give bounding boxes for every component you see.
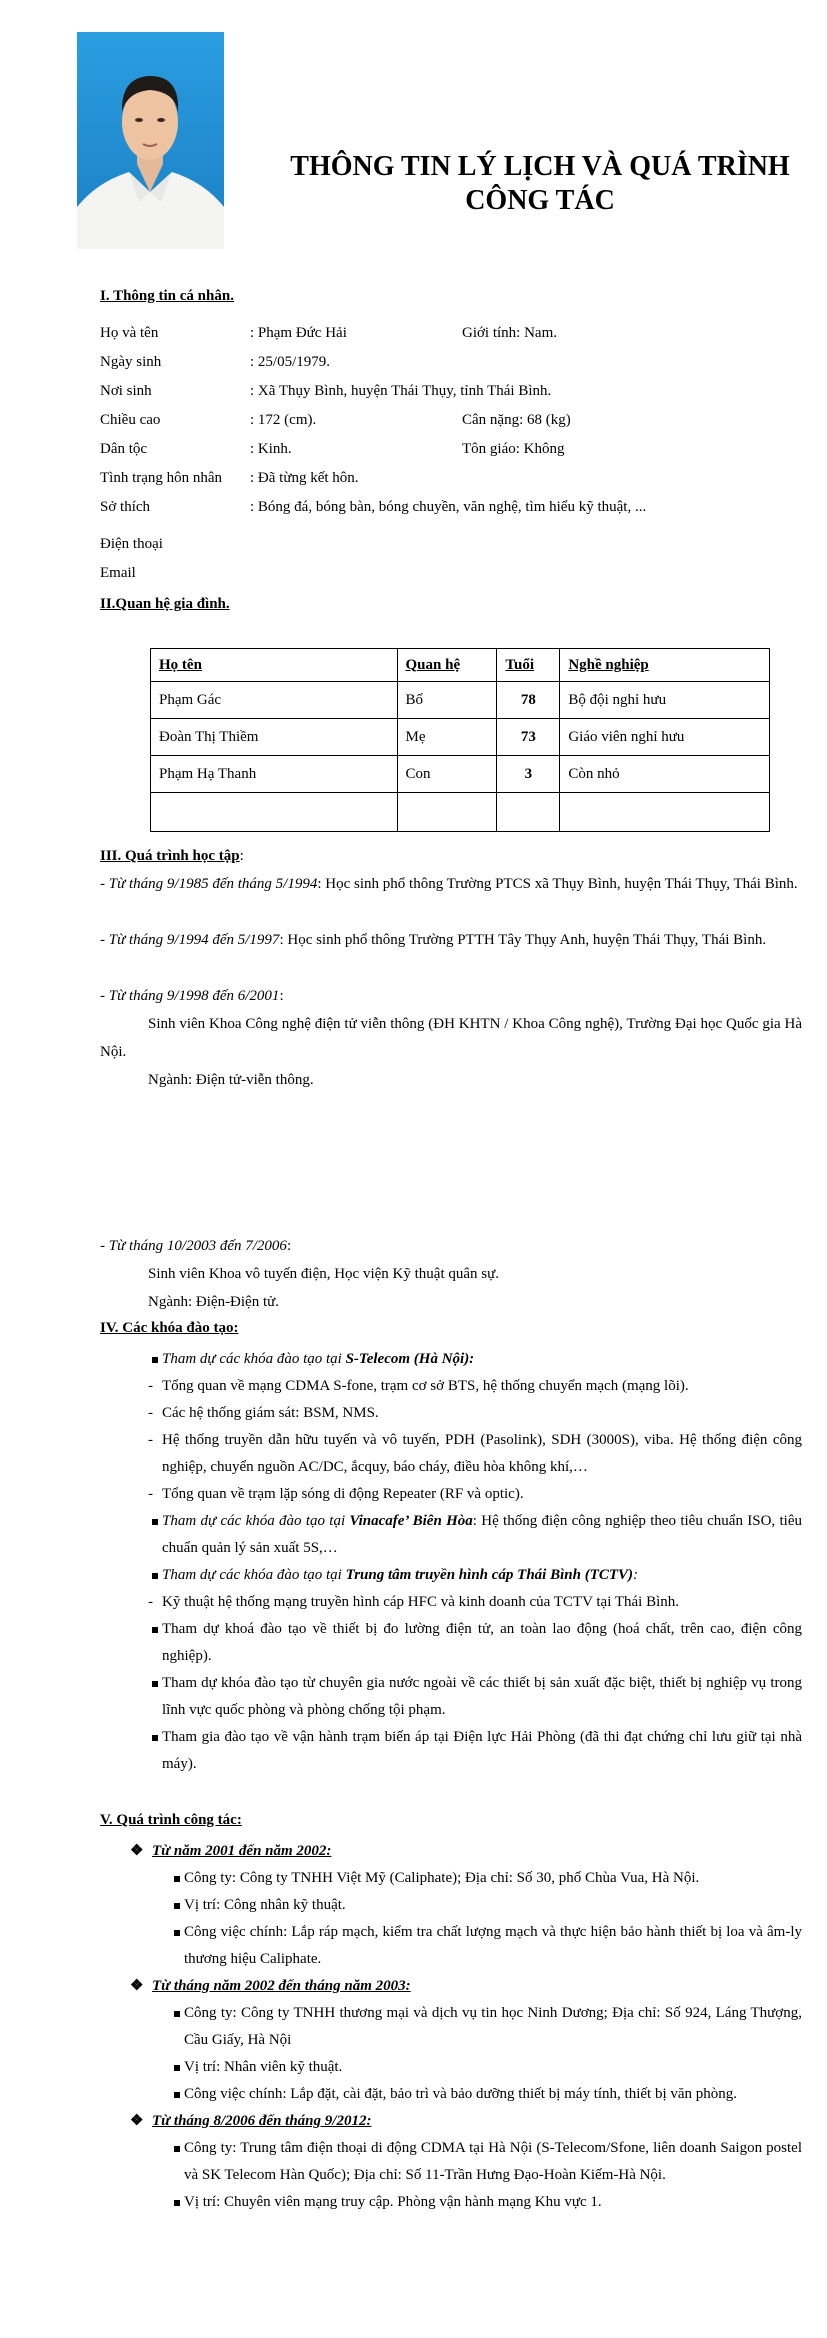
section-personal-heading: I. Thông tin cá nhân. — [100, 288, 234, 304]
work-company: Công ty: Công ty TNHH thương mại và dịch vụ tin học Ninh Dương; Địa chỉ: Số 924, Láng Thượng, Cầu Giấy, Hà Nội — [184, 2005, 802, 2048]
table-cell — [560, 793, 770, 832]
field-value: : Phạm Đức Hải — [250, 325, 347, 341]
square-bullet-icon — [174, 2092, 180, 2098]
square-bullet-icon — [152, 1357, 158, 1363]
diamond-bullet-icon: ❖ — [130, 1843, 144, 1859]
table-cell: Còn nhỏ — [560, 756, 770, 793]
training-text: Tham dự khoá đào tạo về thiết bị đo lường điện tử, an toàn lao động (hoá chất, trên cao, điện công nghiệp). — [162, 1621, 802, 1664]
section-work-heading: V. Quá trình công tác: — [100, 1812, 242, 1828]
table-row — [151, 682, 770, 719]
title-line-1: THÔNG TIN LÝ LỊCH VÀ QUÁ TRÌNH — [290, 151, 790, 182]
column-header: Quan hệ — [397, 649, 497, 682]
dash-bullet-icon: - — [148, 1432, 153, 1448]
education-text: Sinh viên Khoa Công nghệ điện tử viễn thông (ĐH KHTN / Khoa Công nghệ), Trường Đại học Quốc gia Hà Nội. — [100, 1016, 802, 1060]
column-header: Họ tên — [151, 649, 398, 682]
education-colon: : — [279, 988, 284, 1004]
training-detail-text: Tổng quan về mạng CDMA S-fone, trạm cơ sở BTS, hệ thống chuyển mạch (mạng lõi). — [162, 1378, 689, 1394]
education-text: : Học sinh phổ thông Trường PTTH Tây Thụy Anh, huyện Thái Thụy, Thái Bình. — [279, 932, 767, 948]
education-entry-1 — [100, 870, 802, 898]
table-row — [151, 793, 770, 832]
work-position: Vị trí: Chuyên viên mạng truy cập. Phòng vận hành mạng Khu vực 1. — [184, 2194, 602, 2210]
work-position: Vị trí: Nhân viên kỹ thuật. — [184, 2059, 343, 2075]
training-intro: Tham dự các khóa đào tạo tại — [162, 1513, 350, 1529]
work-detail — [100, 2081, 802, 2108]
section-family-heading: II.Quan hệ gia đình. — [100, 596, 230, 612]
training-org: S-Telecom (Hà Nội): — [345, 1351, 475, 1367]
work-detail — [100, 2000, 802, 2054]
work-position: Vị trí: Công nhân kỹ thuật. — [184, 1897, 346, 1913]
field-weight: Cân nặng: 68 (kg) — [462, 412, 571, 428]
training-item — [100, 1616, 802, 1670]
table-cell: Con — [397, 756, 497, 793]
training-detail — [100, 1373, 802, 1400]
work-duties: Công việc chính: Lắp ráp mạch, kiểm tra chất lượng mạch và thực hiện bảo hành thiết bị loa và âm-ly thương hiệu Caliphate. — [184, 1924, 802, 1967]
training-org: Vinacafe’ Biên Hòa — [349, 1513, 473, 1529]
training-item — [100, 1562, 802, 1589]
section-training-heading: IV. Các khóa đào tạo: — [100, 1320, 239, 1336]
square-bullet-icon — [174, 2011, 180, 2017]
education-period: - Từ tháng 10/2003 đến 7/2006 — [100, 1238, 287, 1254]
education-period: - Từ tháng 9/1985 đến tháng 5/1994 — [100, 876, 318, 892]
work-detail — [100, 2189, 802, 2216]
field-value: : Đã từng kết hôn. — [250, 470, 359, 486]
training-list — [100, 1346, 802, 1778]
work-duties: Công việc chính: Lắp đặt, cài đặt, bảo trì và bảo dưỡng thiết bị máy tính, thiết bị văn phòng. — [184, 2086, 738, 2102]
field-label: Tình trạng hôn nhân — [100, 470, 223, 486]
field-value: : 25/05/1979. — [250, 354, 331, 370]
table-cell: Phạm Hạ Thanh — [151, 756, 398, 793]
table-cell: Phạm Gác — [151, 682, 398, 719]
education-heading-line — [100, 842, 802, 870]
field-label: Chiều cao — [100, 412, 161, 428]
training-detail-text: Tổng quan về trạm lặp sóng di động Repeater (RF và optic). — [162, 1486, 524, 1502]
table-cell — [151, 793, 398, 832]
family-table — [150, 648, 770, 832]
education-entry-3 — [100, 982, 802, 1010]
field-label: Email — [100, 565, 136, 581]
diamond-bullet-icon: ❖ — [130, 1978, 144, 1994]
training-text: : Hệ thống điện công nghiệp theo tiêu chuẩn ISO, tiêu chuẩn quản lý sản xuất 5S,… — [162, 1513, 802, 1556]
training-org: Trung tâm truyền hình cáp Thái Bình (TCTV) — [345, 1567, 634, 1583]
work-detail — [100, 2135, 802, 2189]
training-detail — [100, 1589, 802, 1616]
portrait-image — [77, 32, 224, 249]
education-period: - Từ tháng 9/1994 đến 5/1997 — [100, 932, 280, 948]
training-detail-text: Hệ thống truyền dẫn hữu tuyến và vô tuyến, PDH (Pasolink), SDH (3000S), viba. Hệ thống điện công nghiệp, chuyển nguồn AC/DC, ắcquy, báo cháy, điều hòa không khí,… — [162, 1432, 802, 1475]
square-bullet-icon — [152, 1735, 158, 1741]
training-text: Tham gia đào tạo về vận hành trạm biến áp tại Điện lực Hải Phòng (đã thi đạt chứng chỉ lưu giữ tại nhà máy). — [162, 1729, 802, 1772]
field-label: Họ và tên — [100, 325, 159, 341]
table-cell: Đoàn Thị Thiềm — [151, 719, 398, 756]
education-major: Ngành: Điện tử-viễn thông. — [148, 1072, 314, 1088]
work-period-text: Từ tháng 8/2006 đến tháng 9/2012: — [152, 2113, 372, 2129]
education-major: Ngành: Điện-Điện tử. — [148, 1294, 280, 1310]
dash-bullet-icon: - — [148, 1378, 153, 1394]
square-bullet-icon — [152, 1573, 158, 1579]
training-detail-text: Các hệ thống giám sát: BSM, NMS. — [162, 1405, 379, 1421]
work-period — [100, 1838, 802, 1865]
square-bullet-icon — [174, 1876, 180, 1882]
education-colon: : — [286, 1238, 292, 1254]
training-intro: Tham dự các khóa đào tạo tại — [162, 1567, 346, 1583]
table-cell: 73 — [497, 719, 560, 756]
work-detail — [100, 1892, 802, 1919]
square-bullet-icon — [174, 2065, 180, 2071]
training-item — [100, 1508, 802, 1562]
square-bullet-icon — [152, 1681, 158, 1687]
training-detail-text: Kỹ thuật hệ thống mạng truyền hình cáp HFC và kinh doanh của TCTV tại Thái Bình. — [162, 1594, 680, 1610]
profile-photo — [77, 32, 224, 249]
training-detail — [100, 1427, 802, 1481]
table-header-row — [151, 649, 770, 682]
table-cell: Giáo viên nghỉ hưu — [560, 719, 770, 756]
training-detail — [100, 1481, 802, 1508]
table-cell: 3 — [497, 756, 560, 793]
field-label: Ngày sinh — [100, 354, 162, 370]
work-history — [100, 1838, 802, 2216]
square-bullet-icon — [174, 1930, 180, 1936]
table-cell: Mẹ — [397, 719, 497, 756]
field-value: : Bóng đá, bóng bàn, bóng chuyền, văn nghệ, tìm hiểu kỹ thuật, ... — [250, 499, 647, 515]
document-title — [270, 150, 810, 218]
field-label: Điện thoại — [100, 536, 163, 552]
square-bullet-icon — [152, 1519, 158, 1525]
square-bullet-icon — [174, 1903, 180, 1909]
work-detail — [100, 1919, 802, 1973]
dash-bullet-icon: - — [148, 1594, 153, 1610]
dash-bullet-icon: - — [148, 1405, 153, 1421]
column-header: Tuổi — [497, 649, 560, 682]
education-entry-4 — [100, 1232, 802, 1260]
title-line-2: CÔNG TÁC — [465, 185, 615, 216]
field-value: : Kinh. — [250, 441, 292, 457]
work-period-text: Từ tháng năm 2002 đến tháng năm 2003: — [152, 1978, 411, 1994]
work-period — [100, 2108, 802, 2135]
field-value: : 172 (cm). — [250, 412, 317, 428]
work-period-text: Từ năm 2001 đến năm 2002: — [152, 1843, 332, 1859]
education-text: Sinh viên Khoa vô tuyến điện, Học viện Kỹ thuật quân sự. — [148, 1266, 499, 1282]
diamond-bullet-icon: ❖ — [130, 2113, 144, 2129]
table-cell: Bố — [397, 682, 497, 719]
table-cell — [397, 793, 497, 832]
work-company: Công ty: Trung tâm điện thoại di động CDMA tại Hà Nội (S-Telecom/Sfone, liên doanh Saigon postel và SK Telecom Hàn Quốc); Địa chỉ: Số 11-Trần Hưng Đạo-Hoàn Kiếm-Hà Nội. — [184, 2140, 802, 2183]
table-row — [151, 719, 770, 756]
heading-colon: : — [239, 848, 244, 864]
education-entry-2 — [100, 926, 802, 954]
field-gender: Giới tính: Nam. — [462, 325, 558, 341]
section-education-heading: III. Quá trình học tập — [100, 848, 240, 864]
work-company: Công ty: Công ty TNHH Việt Mỹ (Caliphate); Địa chỉ: Số 30, phố Chùa Vua, Hà Nội. — [184, 1870, 700, 1886]
work-period — [100, 1973, 802, 2000]
square-bullet-icon — [174, 2146, 180, 2152]
field-label: Sở thích — [100, 499, 151, 515]
training-item — [100, 1346, 802, 1373]
table-row — [151, 756, 770, 793]
column-header: Nghề nghiệp — [560, 649, 770, 682]
education-text: : Học sinh phổ thông Trường PTCS xã Thụy Bình, huyện Thái Thụy, Thái Bình. — [317, 876, 798, 892]
education-period: - Từ tháng 9/1998 đến 6/2001 — [100, 988, 280, 1004]
field-value: : Xã Thụy Bình, huyện Thái Thụy, tỉnh Thái Bình. — [250, 383, 552, 399]
work-detail — [100, 1865, 802, 1892]
square-bullet-icon — [174, 2200, 180, 2206]
training-intro: Tham dự các khóa đào tạo tại — [162, 1351, 346, 1367]
training-detail — [100, 1400, 802, 1427]
training-text: Tham dự khóa đào tạo từ chuyên gia nước ngoài về các thiết bị sản xuất đặc biệt, thiết bị nghiệp vụ trong lĩnh vực quốc phòng và phòng chống tội phạm. — [162, 1675, 802, 1718]
field-religion: Tôn giáo: Không — [462, 441, 565, 457]
field-label: Nơi sinh — [100, 383, 152, 399]
training-item — [100, 1724, 802, 1778]
table-cell: Bộ đội nghỉ hưu — [560, 682, 770, 719]
dash-bullet-icon: - — [148, 1486, 153, 1502]
training-colon: : — [633, 1567, 639, 1583]
training-item — [100, 1670, 802, 1724]
table-cell — [497, 793, 560, 832]
field-label: Dân tộc — [100, 441, 148, 457]
square-bullet-icon — [152, 1627, 158, 1633]
work-detail — [100, 2054, 802, 2081]
table-cell: 78 — [497, 682, 560, 719]
